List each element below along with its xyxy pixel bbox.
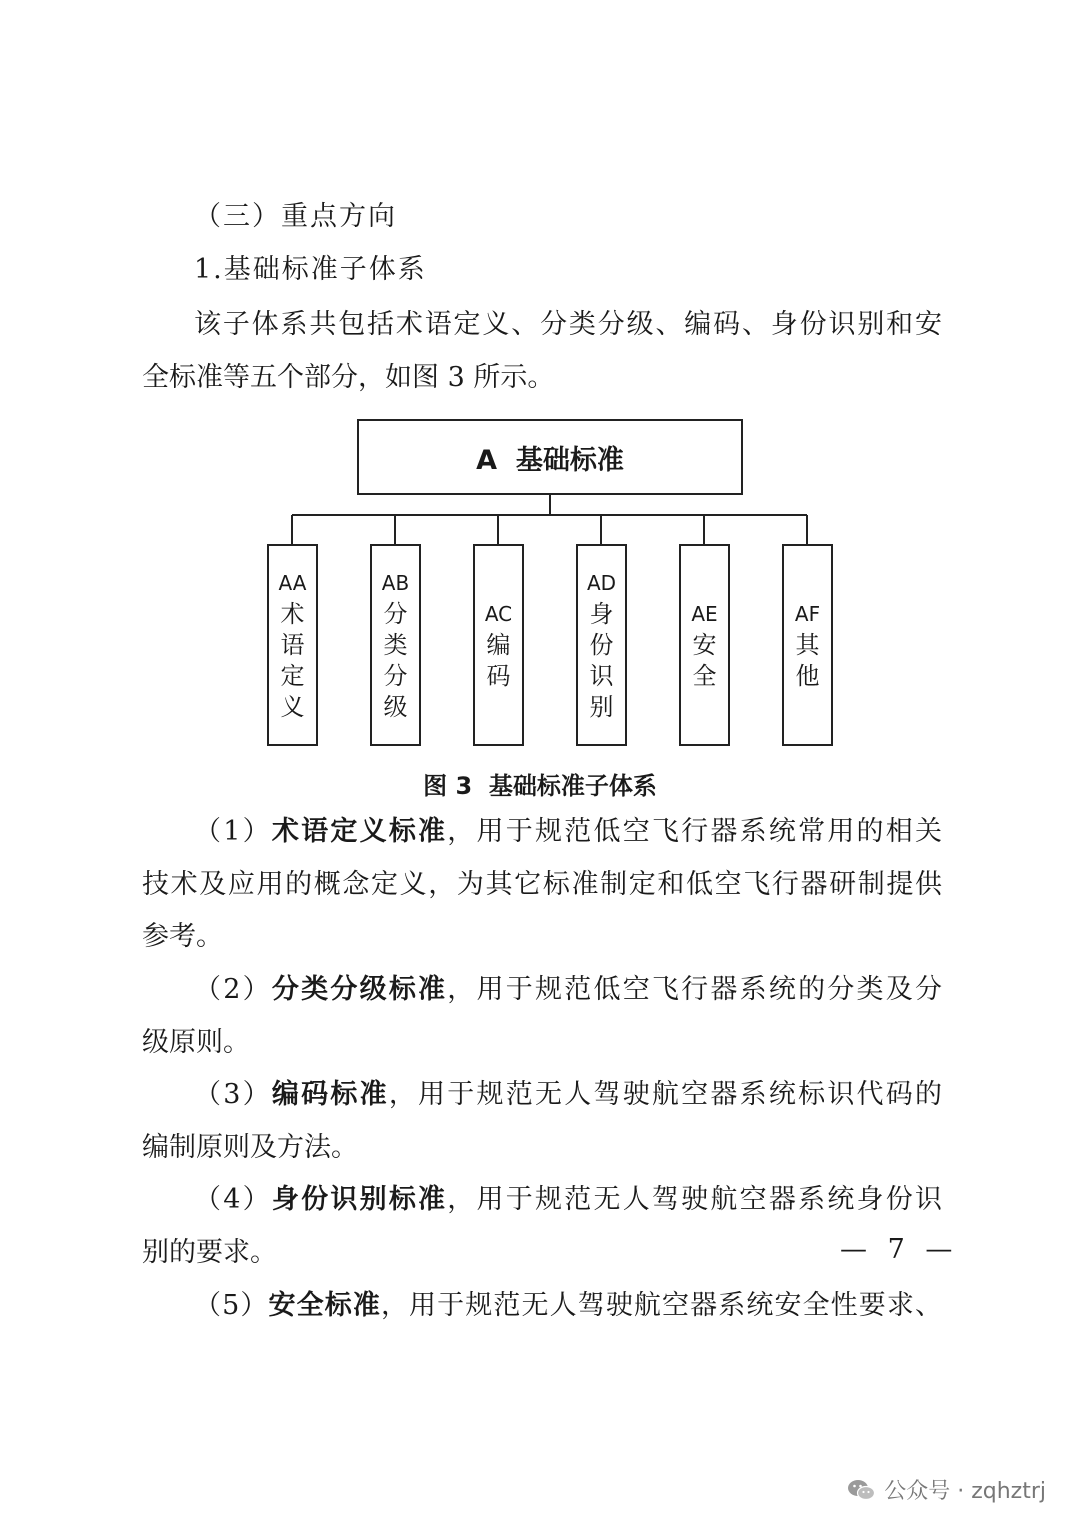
intro-line-1: 该子体系共包括术语定义、分类分级、编码、身份识别和安	[194, 309, 942, 340]
child-char: 定	[280, 661, 305, 690]
item-1-line-2: 技术及应用的概念定义，为其它标准制定和低空飞行器研制提供	[142, 869, 942, 900]
diagram-root-label: A 基础标准	[476, 444, 624, 476]
item-term: 编码标准	[271, 1079, 389, 1110]
item-3-line-1	[194, 1081, 942, 1108]
child-char: 义	[280, 692, 305, 721]
diagram-root-box	[357, 419, 743, 495]
diagram-child-aa	[267, 544, 318, 746]
child-char: 类	[383, 630, 408, 659]
child-char: 术	[280, 599, 305, 628]
child-char: 编	[486, 630, 511, 659]
item-3-line-2: 编制原则及方法。	[142, 1132, 358, 1163]
item-text: ，用于规范无人驾驶航空器系统身份识	[447, 1184, 943, 1215]
item-2-line-2: 级原则。	[142, 1027, 250, 1058]
diagram-child-ad	[576, 544, 627, 746]
child-char: 识	[589, 661, 614, 690]
child-char: 语	[280, 630, 305, 659]
watermark-text: 公众号 · zqhztrj	[884, 1479, 1046, 1504]
diagram-child-ae	[679, 544, 730, 746]
item-5-line-1	[194, 1292, 942, 1319]
item-number: （3）	[194, 1079, 272, 1110]
watermark	[846, 1474, 1046, 1505]
child-char: 安	[692, 630, 717, 659]
child-code: AF	[794, 601, 821, 626]
item-text: ，用于规范无人驾驶航空器系统标识代码的	[388, 1079, 943, 1110]
child-char: 码	[486, 661, 511, 690]
child-char: 分	[383, 599, 408, 628]
item-number: （2）	[194, 974, 272, 1005]
item-number: （5）	[194, 1290, 269, 1321]
child-char: 身	[589, 599, 614, 628]
sub-heading: 1.基础标准子体系	[194, 254, 427, 285]
item-term: 术语定义标准	[271, 816, 448, 847]
figure-caption: 图 3 基础标准子体系	[423, 772, 657, 800]
item-text: ，用于规范低空飞行器系统的分类及分	[447, 974, 943, 1005]
child-char: 分	[383, 661, 408, 690]
item-4-line-1	[194, 1186, 942, 1213]
child-char: 份	[589, 630, 614, 659]
diagram-child-ac	[473, 544, 524, 746]
item-2-line-1	[194, 976, 942, 1003]
child-char: 别	[589, 692, 614, 721]
diagram-child-ab	[370, 544, 421, 746]
child-code: AB	[381, 570, 410, 595]
item-1-line-3: 参考。	[142, 921, 223, 952]
wechat-icon	[846, 1478, 876, 1502]
item-term: 安全标准	[268, 1290, 381, 1321]
diagram-child-af	[782, 544, 833, 746]
child-code: AA	[278, 570, 307, 595]
item-term: 分类分级标准	[271, 974, 448, 1005]
item-1-line-1	[194, 818, 942, 845]
item-text: ，用于规范无人驾驶航空器系统安全性要求、	[380, 1290, 943, 1321]
child-char: 其	[795, 630, 820, 659]
section-heading: （三）重点方向	[194, 201, 397, 232]
item-number: （1）	[194, 816, 272, 847]
child-code: AC	[484, 601, 513, 626]
item-term: 身份识别标准	[271, 1184, 448, 1215]
child-code: AD	[586, 570, 617, 595]
child-char: 全	[692, 661, 717, 690]
item-number: （4）	[194, 1184, 272, 1215]
item-text: ，用于规范低空飞行器系统常用的相关	[447, 816, 943, 847]
child-code: AE	[691, 601, 718, 626]
page-number: — 7 —	[840, 1234, 959, 1265]
child-char: 他	[795, 661, 820, 690]
intro-line-2: 全标准等五个部分，如图 3 所示。	[142, 362, 555, 393]
child-char: 级	[383, 692, 408, 721]
item-4-line-2: 别的要求。	[142, 1237, 277, 1268]
